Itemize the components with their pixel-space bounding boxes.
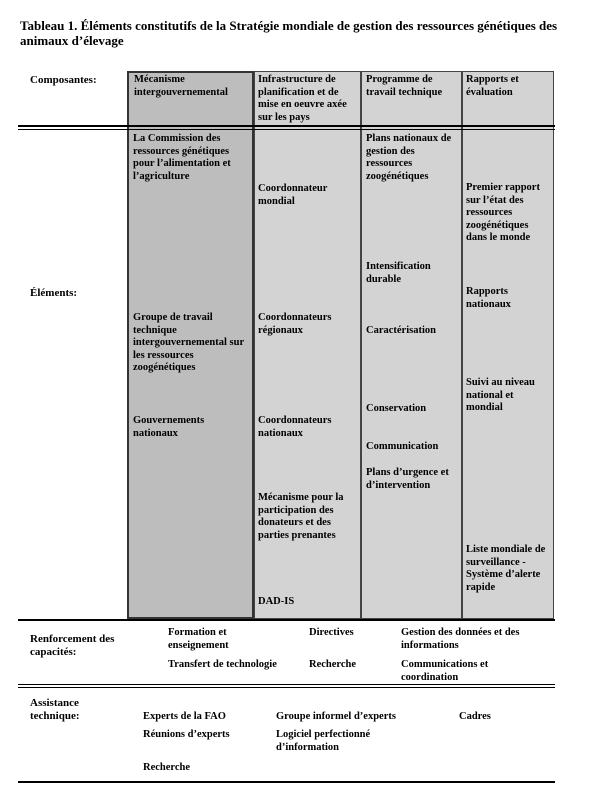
renforcement-item: Transfert de technologie [168, 659, 277, 670]
col4-item: Liste mondiale de surveillance - Système d’alerte rapide [466, 544, 546, 593]
header-reporting: Rapports et évaluation [466, 74, 519, 98]
col3-item: Plans nationaux de gestion des ressources zoogénétiques [366, 133, 452, 182]
assistance-item: Logiciel perfectionné d’information [276, 729, 371, 753]
renforcement-item: Gestion des données et des informations [401, 627, 520, 651]
header-technical-programme: Programme de travail technique [366, 74, 443, 98]
col1-item: La Commission des ressources génétiques pour l’alimentation et l’agriculture [133, 133, 231, 182]
header-infrastructure: Infrastructure de planification et de mise en oeuvre axée sur les pays [258, 74, 347, 123]
column-reporting [462, 71, 554, 619]
col3-item: Communication [366, 441, 439, 452]
col3-item: Intensification durable [366, 261, 431, 285]
col4-item: Premier rapport sur l’état des ressources zoogénétiques dans le monde [466, 182, 540, 243]
col3-item: Plans d’urgence et d’intervention [366, 467, 449, 491]
composantes-label: Composantes: [30, 74, 97, 86]
header-intergovernmental: Mécanisme intergouvernemental [134, 74, 228, 98]
col1-item: Gouvernements nationaux [133, 415, 205, 439]
assistance-item: Recherche [143, 762, 191, 773]
elements-label: Éléments: [30, 287, 78, 299]
col2-item: DAD-IS [258, 596, 295, 607]
assistance-item: Cadres [459, 711, 491, 722]
header-divider-thin [18, 129, 555, 130]
assistance-item: Experts de la FAO [143, 711, 226, 722]
col2-item: Coordonnateurs nationaux [258, 415, 332, 439]
assistance-item: Groupe informel d’experts [276, 711, 396, 722]
assistance-label: Assistance technique: [30, 697, 80, 722]
col2-item: Mécanisme pour la participation des donateurs et des parties prenantes [258, 492, 344, 541]
col3-item: Conservation [366, 403, 427, 414]
renforcement-label: Renforcement des capacités: [30, 633, 115, 658]
renforcement-bottom-rule [18, 684, 555, 688]
col4-item: Suivi au niveau national et mondial [466, 377, 535, 413]
col4-item: Rapports nationaux [466, 286, 511, 310]
col3-item: Caractérisation [366, 325, 436, 336]
table-bottom-rule [18, 781, 555, 783]
col2-item: Coordonnateur mondial [258, 183, 328, 207]
header-divider [18, 125, 555, 127]
elements-bottom-rule [18, 619, 555, 621]
renforcement-item: Communications et coordination [401, 659, 489, 683]
col1-item: Groupe de travail technique intergouvernemental sur les ressources zoogénétiques [133, 312, 244, 373]
renforcement-item: Formation et enseignement [168, 627, 229, 651]
renforcement-item: Recherche [309, 659, 357, 670]
assistance-item: Réunions d’experts [143, 729, 230, 740]
table-title: Tableau 1. Éléments constitutifs de la Stratégie mondiale de gestion des ressources génétiques des animaux d’élevage [20, 18, 558, 48]
renforcement-item: Directives [309, 627, 354, 638]
col2-item: Coordonnateurs régionaux [258, 312, 332, 336]
